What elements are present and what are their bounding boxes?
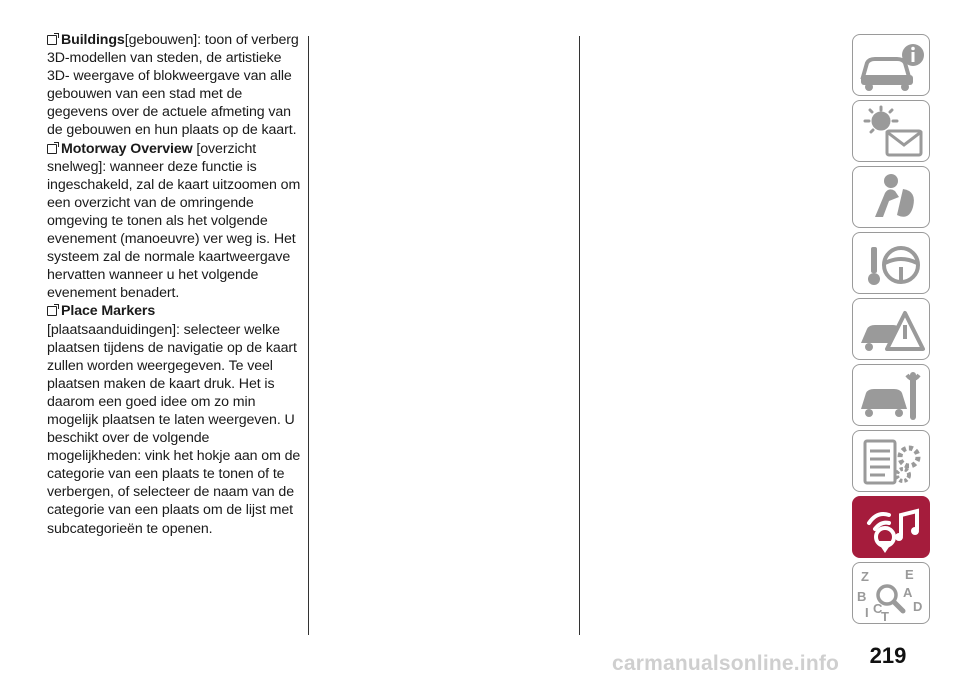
svg-text:E: E [905, 567, 914, 582]
tab-index[interactable] [852, 562, 930, 624]
list-item-place-markers [47, 302, 305, 537]
key-steering-wheel-icon [853, 233, 931, 295]
tab-technical-data[interactable] [852, 430, 930, 492]
bullet-icon [47, 35, 57, 45]
watermark: carmanualsonline.info [612, 652, 840, 675]
column-divider-right [579, 36, 580, 635]
item-text: [gebouwen]: toon of verberg 3D-modellen van steden, de artistieke 3D- weergave of blokweergave van alle gebouwen van een stad met de gegevens over de actuele afmeting van de gebouwen en hun plaats op de kaart. [47, 32, 299, 139]
tab-safety[interactable] [852, 166, 930, 228]
bullet-icon [47, 144, 57, 154]
alphabetical-index-icon [853, 563, 931, 625]
tab-maintenance[interactable] [852, 364, 930, 426]
car-wrench-icon [853, 365, 931, 427]
item-term: Place Markers [61, 303, 156, 320]
svg-text:D: D [913, 599, 923, 614]
tab-multimedia[interactable] [852, 496, 930, 558]
tab-starting-driving[interactable] [852, 232, 930, 294]
tab-car-info[interactable] [852, 34, 930, 96]
text-column [47, 31, 305, 538]
svg-text:I: I [865, 605, 869, 620]
item-term: Buildings [61, 32, 125, 48]
svg-text:C: C [873, 601, 883, 616]
car-info-icon [853, 35, 931, 97]
svg-text:Z: Z [861, 569, 869, 584]
bullet-icon [47, 306, 57, 316]
svg-text:T: T [881, 609, 889, 624]
page-number: 219 [869, 643, 907, 668]
item-term: Motorway Overview [61, 140, 193, 157]
accident-warning-icon [853, 299, 931, 361]
tab-emergency[interactable] [852, 298, 930, 360]
warning-lights-icon [853, 101, 931, 163]
list-item-motorway-overview [47, 140, 305, 303]
technical-data-icon [853, 431, 931, 493]
svg-text:B: B [857, 589, 867, 604]
column-divider-left [308, 36, 309, 635]
seat-airbag-icon [853, 167, 931, 229]
multimedia-navigation-icon [853, 497, 931, 559]
item-text: [overzicht snelweg]: wanneer deze functie is ingeschakeld, zal de kaart uitzoomen om een overzicht van de omringende omgeving te tonen als het volgende evenement (manoeuvre) ver weg is. Het systeem zal de normale kaartweergave hervatten wanneer u het volgende evenement benadert. [47, 140, 301, 302]
tab-warning-lights[interactable] [852, 100, 930, 162]
list-item-buildings [47, 31, 305, 140]
item-text: [plaatsaanduidingen]: selecteer welke plaatsen tijdens de navigatie op de kaart zullen worden weergegeven. Te veel plaatsen maken de kaart druk. Het is daarom een goed idee om zo min mogelijk plaatsen te laten weergeven. U beschikt over de volgende mogelijkheden: vink het hokje aan om de categorie van een plaats te tonen of te verbergen, of selecteer de naam van de categorie van een plaats om de lijst met subcategorieën te openen. [47, 321, 301, 537]
svg-text:A: A [903, 585, 913, 600]
